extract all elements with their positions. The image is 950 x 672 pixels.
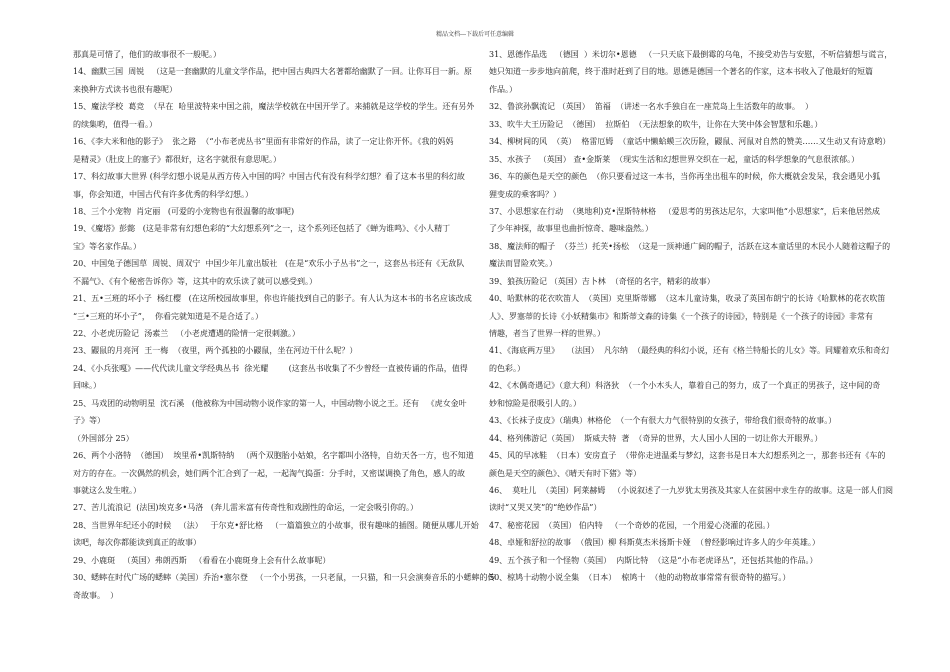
text-line: 妙和惊险是很吸引人的。） bbox=[489, 398, 581, 408]
text-line: 33、吹牛大王历险记 （德国） 拉斯伯 （无法想象的吹牛，让你在大笑中体会智慧和乐趣。） bbox=[489, 119, 823, 129]
text-line: 25、马戏团的动物明星 沈石溪 (他被称为中国动物小说作家的第一人，中国动物小说之王。还有 《虎女金叶 bbox=[73, 398, 467, 408]
text-line: 的色彩。） bbox=[489, 363, 525, 373]
text-line: 对方的存在。一次偶然的机会，她们两个汇合到了一起，一起淘气捣蛋：分手时，又密谋调换了角色，感人的故 bbox=[73, 468, 465, 478]
text-line: 子》等） bbox=[73, 416, 105, 426]
text-line: 31、恩德作品选 （德国 ）米切尔•恩德 （一只天底下最倒霉的乌龟，不接受劝告与安慰，不听信猜想与谎言， bbox=[489, 50, 893, 59]
text-line: 来换种方式读书也很有趣呢） bbox=[73, 84, 177, 94]
text-line: 38、魔法师的帽子 （芬兰）托芙•扬松 （这是一顶神通广阔的帽子，活跃在这本童话里的木民小人随着这帽子的 bbox=[489, 241, 891, 251]
text-line: 狸变成的乘客吗？） bbox=[489, 189, 561, 199]
text-line: 43、《长袜子皮皮》（瑞典）林格伦 （一个有很大力气很特别的女孩子，带给我们很奇特的故事。） bbox=[489, 416, 837, 426]
text-line: 44、格列佛游记（英国） 斯威夫特 著 （奇异的世界，大人国小人国的一切让你大开眼界。） bbox=[489, 433, 823, 443]
text-line: 26、两个小洛特 （德国） 埃里希•凯斯特纳 （两个双胞胎小姑娘，名字都叫小洛特，自幼天各一方，也不知道 bbox=[73, 451, 474, 461]
text-line: 47、秘密花园 （英国） 伯内特 （一个奇妙的花园，一个用爱心浇灌的花园。） bbox=[489, 520, 775, 530]
text-line: 14、幽默三国 周锐 （这是一套幽默的儿童文学作品，把中国古典四大名著都给幽默了一回。让你耳目一新。原 bbox=[73, 67, 472, 77]
right-column bbox=[489, 46, 893, 611]
left-column bbox=[73, 46, 496, 626]
text-line: 魔法而冒险欢笑。） bbox=[489, 259, 557, 269]
text-line: 回味。） bbox=[73, 381, 101, 391]
text-line: “三•三班的坏小子”， 你看完就知道是不是合适了。） bbox=[73, 311, 263, 321]
text-line: 34、柳树间的风 （英） 格雷厄姆 （童话中懒蛤蟆三次历险，鼹鼠、河鼠对自然的赞美……又生动又有诗意哟） bbox=[489, 137, 891, 147]
text-line: 29、小鹿斑 （英国）弗朗西斯 （看看在小鹿斑身上会有什么故事呢） bbox=[73, 555, 331, 565]
text-line: 读吧，每次你都能读到真正的故事） bbox=[73, 538, 201, 548]
text-line: 22、小老虎历险记 汤素兰 （小老虎遭遇的险情一定很刺激。） bbox=[73, 329, 300, 338]
text-line: 读时“又哭又笑”的“绝妙作品”） bbox=[489, 503, 602, 513]
text-line: 人》、罗塞蒂的长诗《小妖精集市》和斯蒂文森的诗集《一个孩子的诗园》，特别是《一个孩子的诗园》非常有 bbox=[489, 311, 873, 321]
text-line: 30、蟋蟀在时代广场的蟋蟀（美国）乔治•塞尔登 （一个小男孩，一只老鼠，一只猫，和一只会演奏音乐的小蟋蟀的传 bbox=[73, 573, 496, 583]
text-line: 那真是可惜了，他们的故事很不一般呢。） bbox=[73, 50, 221, 59]
text-line: 颜色是天空的颜色》、《晴天有时下猪》等） bbox=[489, 468, 641, 478]
text-line: 17、科幻故事大世界 (科学幻想小说是从西方传入中国的吗？中国古代有没有科学幻想？看了这本书里的科幻故 bbox=[73, 172, 465, 182]
text-line: 36、车的颜色是天空的颜色 （你只要看过这一本书，当你再坐出租车的时候，你大概就会发呆，我会遇见小狐 bbox=[489, 172, 881, 182]
text-line: 20、中国兔子德国草 周锐、周双宁 中国少年儿童出版社 (在是“欢乐小子丛书”之一，这套丛书还有《无敌队 bbox=[73, 259, 465, 269]
text-line: 15、魔法学校 葛竞 （早在 哈里波特来中国之前，魔法学校就在中国开学了。来捕就是这学校的学生。还有另外 bbox=[73, 102, 475, 112]
text-line: 她只知道一步步地向前爬，终于准时赶到了目的地。恩德是德国一个著名的作家，这本书收入了他最好的短篇 bbox=[489, 67, 873, 77]
text-line: 事就这么发生啦。） bbox=[73, 485, 141, 495]
text-line: 16、《李大米和他的影子》 张之路 （“小布老虎丛书”里面有非常好的作品，读了一定让你开怀。《我的妈妈 bbox=[73, 137, 454, 147]
text-line: 49、五个孩子和一个怪物（英国） 内斯比特 （这是“小布老虎译丛”，还包括其他的作品。） bbox=[489, 555, 818, 565]
text-line: 45、风的早冰鞋 （日本）安房直子 （带你走进温柔与梦幻，这套书是日本大幻想系列之一，那套书还有《车的 bbox=[489, 451, 886, 461]
text-line: 作品。） bbox=[489, 84, 517, 94]
text-line: 23、鼹鼠的月亮河 王一梅 （夜里，两个孤独的小鼹鼠，坐在河边干什么呢？） bbox=[73, 346, 358, 356]
text-line: 50、椋鸠十动物小说全集 （日本） 椋鸠十 （他的动物故事常常有很奇特的描写。） bbox=[489, 573, 791, 583]
text-line: 21、五•三班的坏小子 杨红樱 (在这所校园故事里，你也许能找到自己的影子。有人认为这本书的书名应该改成 bbox=[73, 294, 472, 304]
text-line: 46、 莫吐儿 （美国）阿莱赫姆 （小说叙述了一九岁犹太男孩及其家人在贫困中求生存的故事。这是一部人们阅 bbox=[489, 485, 893, 495]
text-line: 37、小思想家在行动 （奥地利)克•涅斯特林格 （爱思考的男孩达尼尔，大家叫他“小思想家”，后来他居然成 bbox=[489, 206, 880, 216]
text-line: 不漏气》、《有个秘密告诉你》等，这其中的欢乐读了就可以感受到。） bbox=[73, 276, 317, 286]
text-line: 40、哈默林的花衣吹笛人 （英国）克里斯蒂娜 （这本儿童诗集，收录了英国布朗宁的长诗《哈默林的花衣吹笛 bbox=[489, 294, 886, 304]
text-line: 19、《魔塔》彭懿 (这是非常有幻想色彩的“大幻想系列”之一，这个系列还包括了《蝉为谁鸣》、《小人精丁 bbox=[73, 224, 451, 234]
text-line: 39、狼孩历险记 （英国）吉卜林 （奇怪的名字，精彩的故事） bbox=[489, 276, 715, 286]
text-line: 28、当世界年纪还小的时候 （法） 于尔克•舒比格 （一篇篇独立的小故事，很有趣味的插图。随便从哪儿开始 bbox=[73, 520, 479, 530]
text-line: 情趣，者当了世界一样的世界。） bbox=[489, 329, 605, 338]
text-line: 了少年神探，故事里也曲折惊奇、趣味盎然。） bbox=[489, 224, 653, 234]
text-line: 宝》等名家作品。） bbox=[73, 241, 141, 251]
text-line: 事，你会知道，中国古代有许多优秀的科学幻想。） bbox=[73, 189, 253, 199]
text-line: 41、《海底两万里》 （法国） 凡尔纳 （最经典的科幻小说，还有《格兰特船长的儿女》等。同耀着欢乐和奇幻 bbox=[489, 346, 889, 356]
text-line: 的续集哟，值得一看。） bbox=[73, 119, 157, 129]
text-line: （外国部分 25） bbox=[73, 433, 134, 443]
text-line: 48、卓娅和舒拉的故事 （俄国）柳 科斯莫杰米扬斯卡娅 （曾经影响过许多人的少年英雄。） bbox=[489, 538, 820, 548]
text-line: 24、《小兵张嘎》——代代读儿童文学经典丛书 徐光耀 (这套丛书收集了不少曾经一直被传诵的作品，值得 bbox=[73, 363, 468, 373]
text-line: 奇故事。 ） bbox=[73, 590, 119, 600]
text-line: 42、《木偶奇遇记》（意大利）科洛狄 （一个小木头人，靠着自己的努力，成了一个真正的男孩子，这中间的奇 bbox=[489, 381, 881, 391]
text-line: 27、苦儿流浪记 (法国)埃克多•马洛 (奔儿雷米富有传奇性和戏剧性的命运，一定会吸引你的。） bbox=[73, 503, 418, 513]
text-line: 32、鲁滨孙飘流记 （英国） 笛福 （讲述一名水手独自在一座荒岛上生活数年的故事。 ） bbox=[489, 102, 813, 112]
page-header: 精品文档---下载后可任意编辑 bbox=[435, 31, 515, 38]
text-line: 是精灵》（肚皮上的塞子》都很好，这名字就很有意思呢。） bbox=[73, 154, 281, 164]
text-line: 18、三个小宠物 肖定丽 (可爱的小宠物也有很温馨的故事呢) bbox=[73, 206, 295, 216]
text-line: 35、水孩子 （英国） 查•金斯莱 （现实生活和幻想世界交织在一起，童话的科学想象的气息很浓郁。） bbox=[489, 154, 860, 164]
